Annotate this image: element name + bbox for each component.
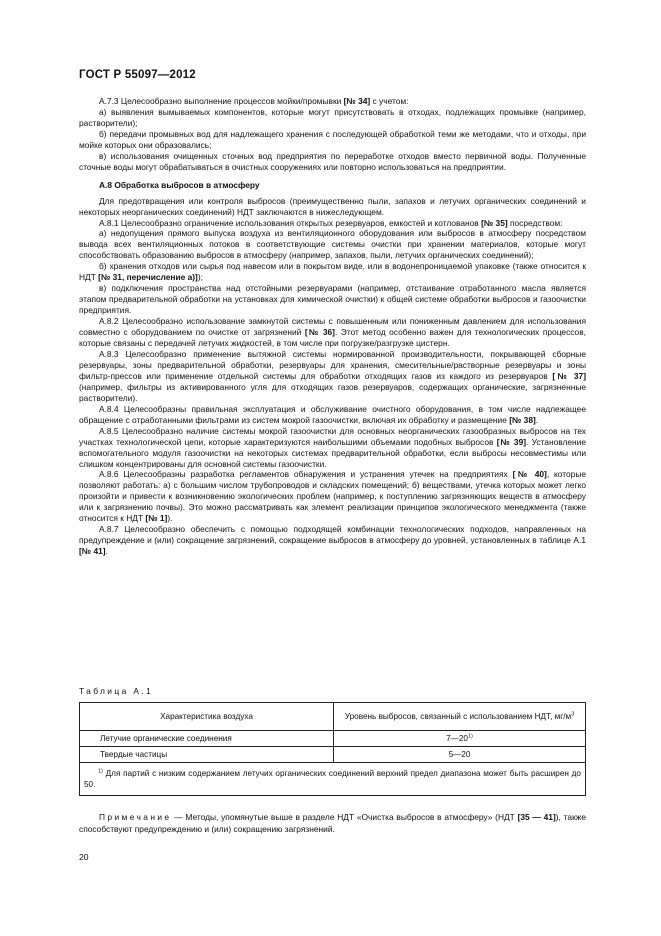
- table-header-row: [80, 703, 586, 731]
- paragraph-a81-a: а) недопущения прямого выпуска воздуха из вентиляционного оборудования или выбросов в атмосферу посредством вывода всех вентиляционных потоков в соответствующие системы очистки при хранении материалов, которые могут способствовать образованию выбросов в атмосферу (например, запахов, пыли, летучих органических соединений);: [79, 228, 586, 261]
- paragraph-a81: А.8.1 Целесообразно ограничение использования открытых резервуаров, емкостей и котлованов [№ 35] посредством:: [99, 217, 563, 228]
- table-footnote: $^{1)}$ Для партий с низким содержанием летучих органических соединений верхний предел диапазона может быть расширен до 50.: [80, 763, 586, 796]
- emissions-table: [79, 702, 586, 796]
- paragraph-a86: А.8.6 Целесообразны разработка регламентов обнаружения и устранения утечек на предприятиях [№ 40], которые позволяют работать: а) с большим числом трубопроводов и складских помещений; б) веществами, утечка которых может легко произойти и привести к возникновению экологических проблем (например, к поступлению загрязняющих веществ в атмосферу или к загрязнению почвы). Это можно рассматривать как элемент реализации принципов экологического менеджмента (также относится к НДТ [№ 1]).: [79, 469, 587, 524]
- document-header: ГОСТ Р 55097—2012: [79, 69, 196, 81]
- table-cell: Твердые частицы: [80, 747, 334, 763]
- paragraph-item-b: б) передачи промывных вод для надлежащего хранения с последующей обработкой теми же методами, что и отходы, при мойке которых они образовались;: [79, 128, 586, 150]
- table-row: [80, 747, 586, 763]
- paragraph-item-a: а) выявления вымываемых компонентов, которые могут присутствовать в отходах, подлежащих промывке (например, растворители);: [79, 106, 586, 128]
- paragraph-a82: А.8.2 Целесообразно использование замкнутой системы с повышенным или пониженным давлением для использования совместно с оборудованием по очистке от загрязнений [№ 36]. Этот метод особенно важен для технологических процессов, которые связаны с передачей летучих жидкостей, в том числе при погрузке/разгрузке цистерн.: [79, 316, 586, 349]
- paragraph-a85: А.8.5 Целесообразно наличие системы мокрой газоочистки для основных неорганических газообразных выбросов на тех участках технологической цепи, которые характеризуются наибольшими объемами подобных выбросов [№ 39]. Установление вспомогательного модуля газоочистки на некоторых системах предварительной обработки, если выбросы несовместимы или слишком концентрированы для основной системы газоочистки.: [79, 425, 587, 469]
- table-header-cell: Характеристика воздуха: [80, 703, 334, 731]
- paragraph-a83: А.8.3 Целесообразно применение вытяжной системы нормированной производительности, покрывающей сборные резервуары, зоны предварительной обработки, резервуары для хранения, смесительные/растворные резервуары и зоны фильтр-прессов или применение отдельной системы для обработки отходящих газов из каждого из резервуаров [№ 37] (например, фильтры из активированного угля для отходящих газов резервуаров, содержащих органические, загрязненные растворители).: [79, 348, 586, 403]
- note: Примечание — Методы, упомянутые выше в разделе НДТ «Очистка выбросов в атмосферу» (НДТ [35 — 41]), также способствуют предупреждению и (или) сокращению загрязнений.: [79, 812, 586, 834]
- table-caption: Таблица А.1: [79, 686, 154, 696]
- document-body: [79, 96, 586, 557]
- page-number: 20: [79, 852, 89, 862]
- section-heading-a8: А.8 Обработка выбросов в атмосферу: [99, 179, 260, 190]
- paragraph-a73: А.7.3 Целесообразно выполнение процессов мойки/промывки [№ 34] с учетом:: [99, 96, 409, 106]
- paragraph-a84: А.8.4 Целесообразны правильная эксплуатация и обслуживание очистного оборудования, в том числе надлежащее обращение с отработанными фильтрами из систем мокрой газоочистки, включая их обработку и размещение [№ 38].: [79, 403, 586, 425]
- table-header-cell: Уровень выбросов, связанный с использованием НДТ, $мг/м^3$: [334, 703, 586, 731]
- paragraph-a8-intro: Для предотвращения или контроля выбросов (преимущественно пыли, запахов и летучих органических соединений и некоторых неорганических соединений) НДТ заключаются в нижеследующем.: [79, 195, 586, 217]
- table-cell: Летучие органические соединения: [80, 731, 334, 747]
- table-footnote-row: [80, 763, 586, 796]
- table-cell: 7—20$^{1)}$: [334, 731, 586, 747]
- table-cell: 5—20: [334, 747, 586, 763]
- paragraph-a87: А.8.7 Целесообразно обеспечить с помощью подходящей комбинации технологических подходов, направленных на предупреждение и (или) сокращение загрязнений, сокращение выбросов в атмосферу до уровней, установленных в таблице А.1 [№ 41].: [79, 524, 586, 557]
- paragraph-item-c: в) использования очищенных сточных вод предприятия по переработке отходов вместо первичной воды. Полученные сточные воды могут обрабатываться в очистных сооружениях или повторно использоваться на предприятии.: [79, 150, 586, 172]
- paragraph-a81-b: б) хранения отходов или сырья под навесом или в покрытом виде, или в водонепроницаемой упаковке (также относится к НДТ [№ 31, перечисление а)]);: [79, 261, 586, 283]
- table-row: [80, 731, 586, 747]
- paragraph-a81-c: в) подключения пространства над отстойными резервуарами (например, отстаивание отработанного масла является этапом предварительной обработки на установках для химической очистки) к общей системе обработки выбросов и газоочистки предприятия.: [79, 283, 586, 316]
